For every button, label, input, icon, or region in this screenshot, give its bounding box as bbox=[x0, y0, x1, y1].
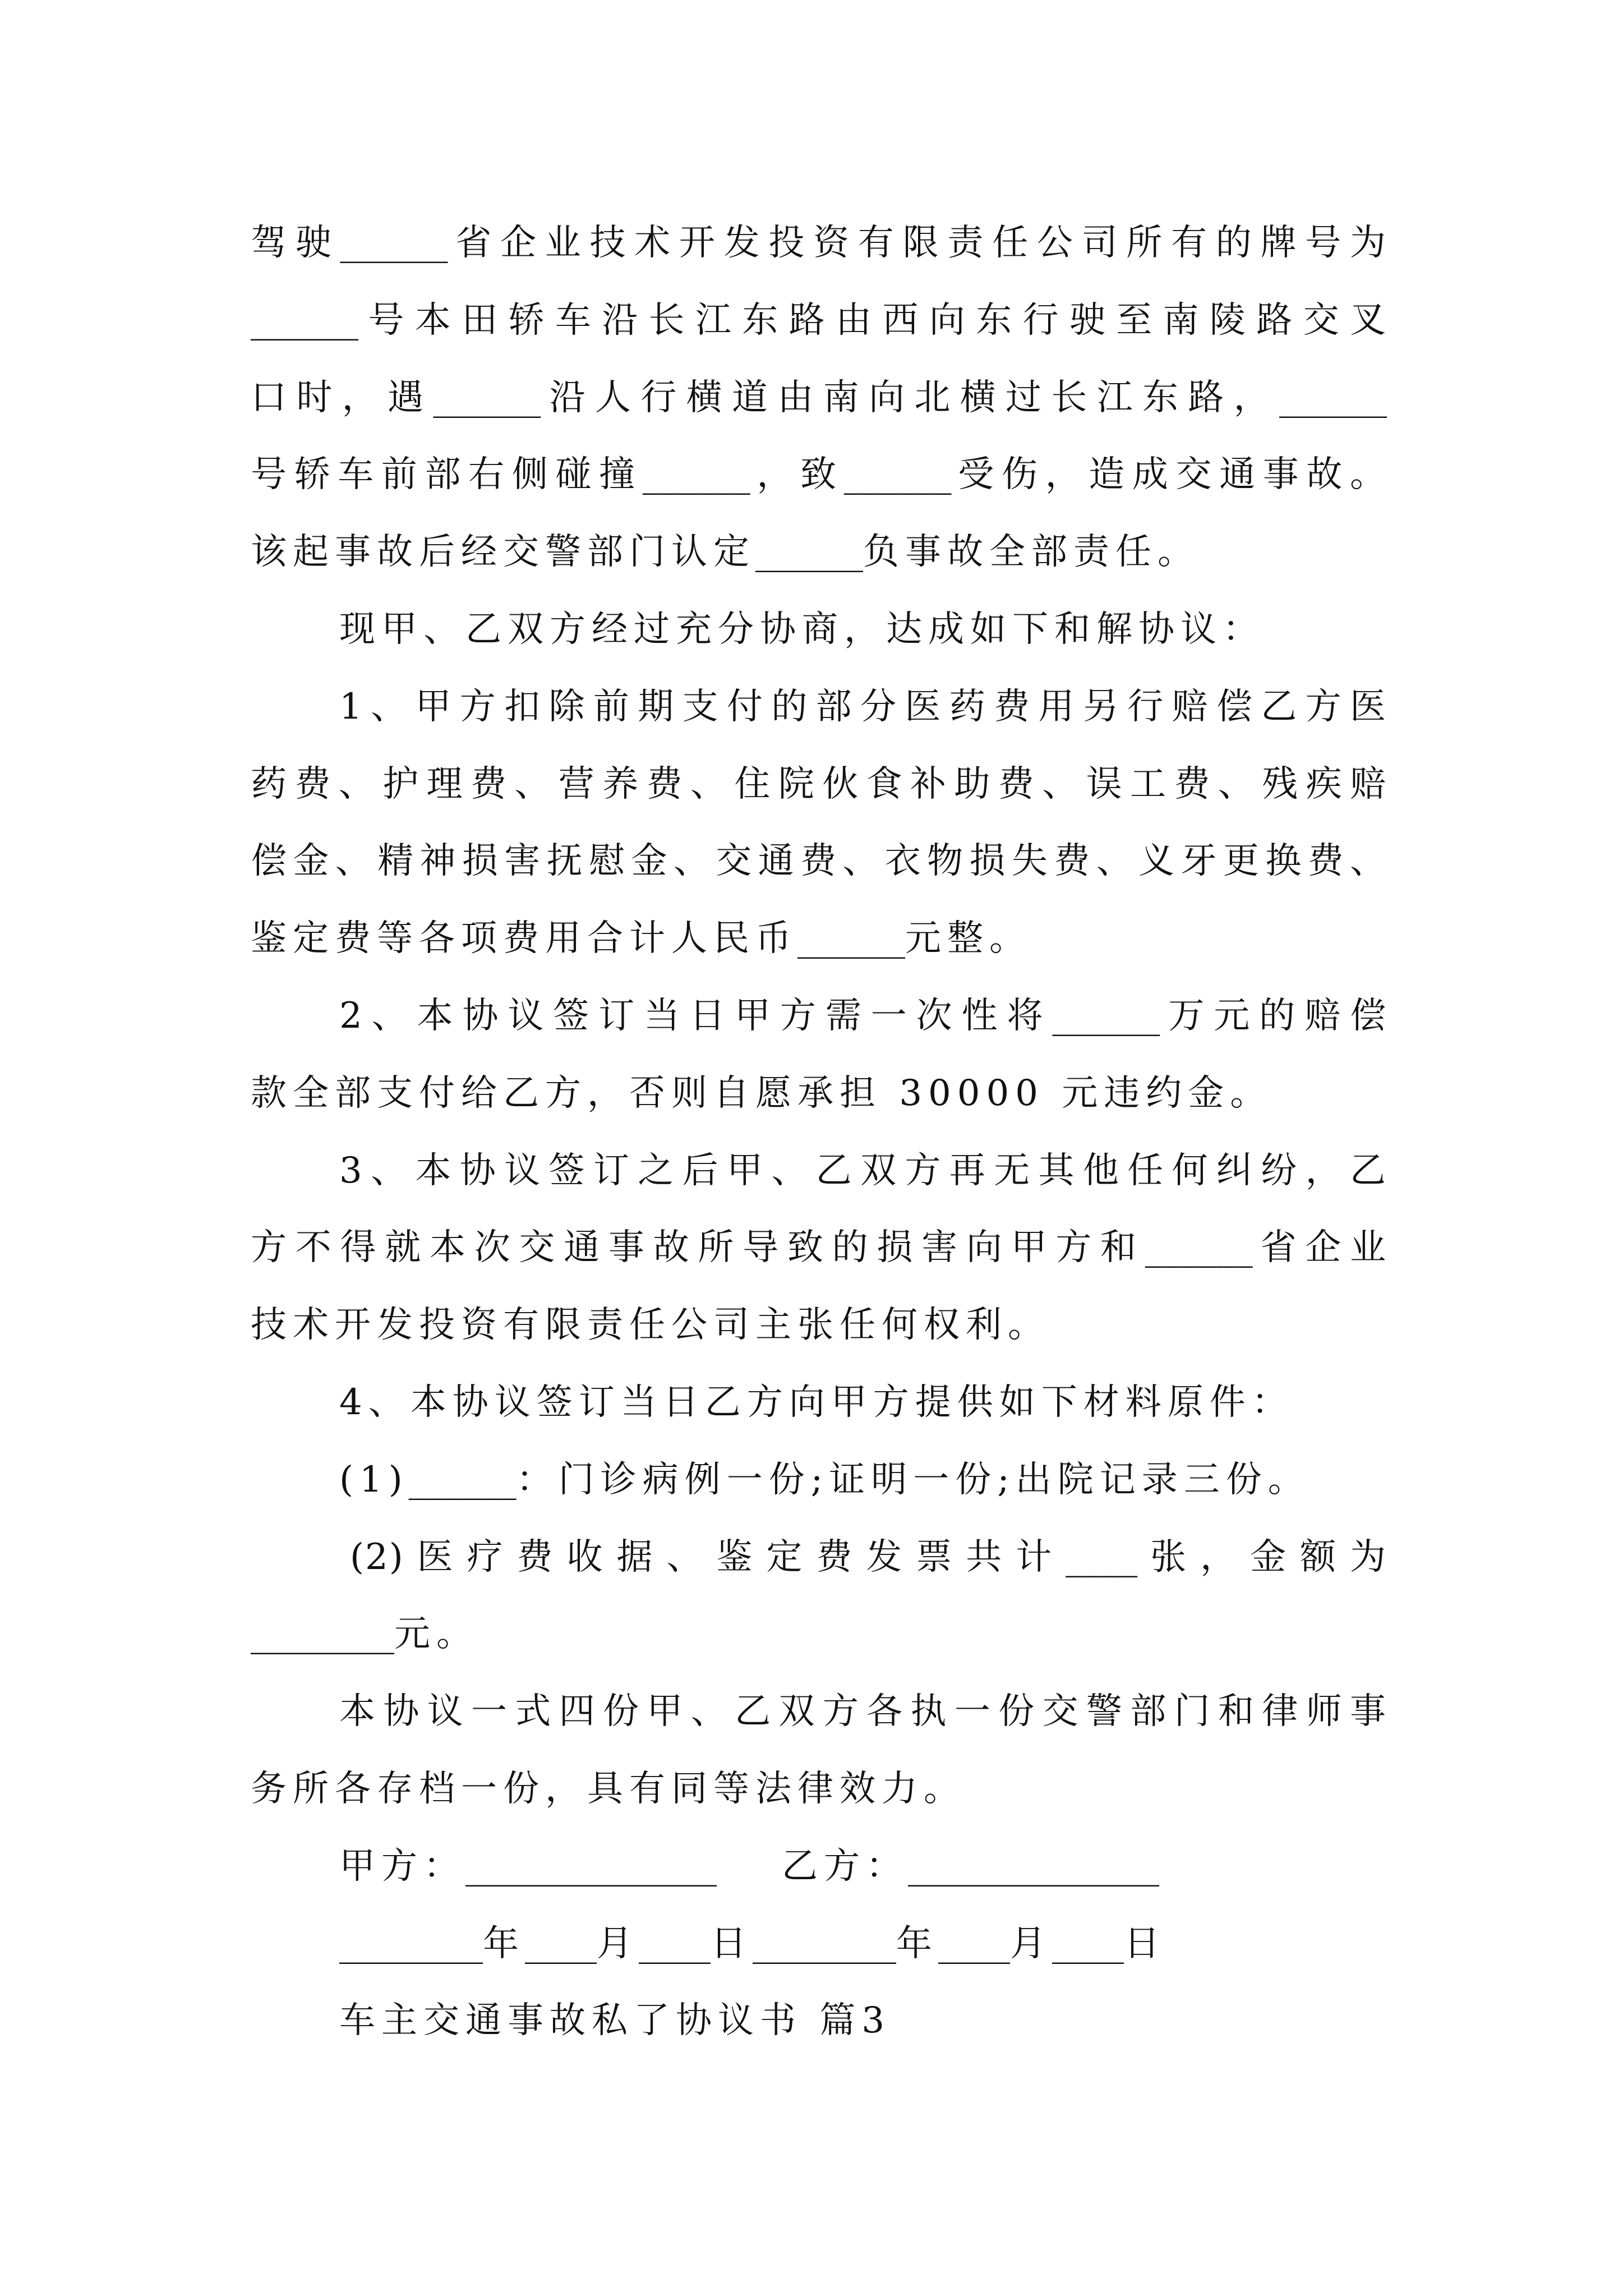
document-page bbox=[251, 205, 1387, 2060]
party-b-date: ________年____月____日 bbox=[753, 1922, 1166, 1964]
clause-1-line: 鉴定费等各项费用合计人民币______元整。 bbox=[251, 918, 1031, 960]
blank-field: ______ bbox=[1052, 995, 1160, 1037]
blank-field: ____ bbox=[639, 1922, 711, 1964]
clause-1-line: 1、甲方扣除前期支付的部分医药费用另行赔偿乙方医 bbox=[339, 685, 1387, 728]
signature-line bbox=[251, 1828, 1387, 1906]
clause-3-line: 方不得就本次交通事故所导致的损害向甲方和______省企业 bbox=[251, 1227, 1387, 1269]
party-b-label: 乙方： bbox=[782, 1845, 908, 1887]
party-a-label: 甲方： bbox=[339, 1845, 465, 1887]
clause-2-line: 2、本协议签订当日甲方需一次性将______万元的赔偿 bbox=[339, 995, 1387, 1037]
blank-field: ____ bbox=[1052, 1922, 1124, 1964]
clause-4-line: 4、本协议签订当日乙方向甲方提供如下材料原件： bbox=[339, 1381, 1294, 1423]
party-b-signature-blank bbox=[908, 1846, 1159, 1887]
blank-field: ____ bbox=[525, 1922, 597, 1964]
clause-1-line: 偿金、精神损害抚慰金、交通费、衣物损失费、义牙更换费、 bbox=[251, 840, 1387, 882]
blank-field: ______ bbox=[1279, 376, 1387, 418]
blank-field: ______ bbox=[843, 454, 952, 496]
accident-description-line: 口时，遇______沿人行横道由南向北横过长江东路，______ bbox=[251, 376, 1387, 418]
clause-3-line: 3、本协议签订之后甲、乙双方再无其他任何纠纷，乙 bbox=[339, 1149, 1387, 1191]
copies-clause-line: 务所各存档一份，具有同等法律效力。 bbox=[251, 1768, 966, 1810]
blank-field: ________ bbox=[251, 1613, 394, 1655]
blank-field: ______________ bbox=[465, 1845, 717, 1887]
blank-field: ______ bbox=[642, 454, 750, 496]
blank-field: ______ bbox=[251, 299, 358, 341]
clause-1-line: 药费、护理费、营养费、住院伙食补助费、误工费、残疾赔 bbox=[251, 763, 1387, 805]
accident-description-line: ______号本田轿车沿长江东路由西向东行驶至南陵路交叉 bbox=[251, 299, 1387, 341]
clause-4-item-1-line: (1)______：门诊病例一份;证明一份;出院记录三份。 bbox=[339, 1458, 1310, 1501]
clause-4-item-2-line: (2)医疗费收据、鉴定费发票共计____张，金额为 bbox=[350, 1536, 1387, 1578]
blank-field: ____ bbox=[1066, 1536, 1138, 1578]
agreement-intro: 现甲、乙双方经过充分协商，达成如下和解协议： bbox=[339, 608, 1265, 650]
blank-field: ______________ bbox=[908, 1845, 1159, 1887]
clause-4-item-2-line: ________元。 bbox=[251, 1613, 478, 1655]
clause-3-line: 技术开发投资有限责任公司主张任何权利。 bbox=[251, 1304, 1050, 1346]
blank-field: ________ bbox=[753, 1922, 896, 1964]
accident-description-line: 该起事故后经交警部门认定______负事故全部责任。 bbox=[251, 531, 1200, 573]
blank-field: ______ bbox=[433, 376, 541, 418]
blank-field: ________ bbox=[339, 1922, 483, 1964]
blank-field: ______ bbox=[340, 222, 448, 264]
clause-2-line: 款全部支付给乙方，否则自愿承担 30000 元违约金。 bbox=[251, 1072, 1272, 1114]
party-a-signature-blank bbox=[465, 1846, 717, 1887]
copies-clause-line: 本协议一式四份甲、乙双方各执一份交警部门和律师事 bbox=[339, 1691, 1387, 1733]
blank-field: ______ bbox=[797, 918, 905, 960]
date-line bbox=[251, 1906, 1387, 1983]
accident-description-line: 驾驶______省企业技术开发投资有限责任公司所有的牌号为 bbox=[251, 222, 1387, 264]
blank-field: ______ bbox=[755, 531, 863, 573]
blank-field: ____ bbox=[938, 1922, 1010, 1964]
blank-field: ______ bbox=[1145, 1227, 1253, 1269]
blank-field: ______ bbox=[408, 1458, 517, 1501]
next-section-heading: 车主交通事故私了协议书 篇3 bbox=[339, 2000, 891, 2042]
accident-description-line: 号轿车前部右侧碰撞______，致______受伤，造成交通事故。 bbox=[251, 454, 1387, 496]
party-a-date: ________年____月____日 bbox=[339, 1922, 753, 1964]
